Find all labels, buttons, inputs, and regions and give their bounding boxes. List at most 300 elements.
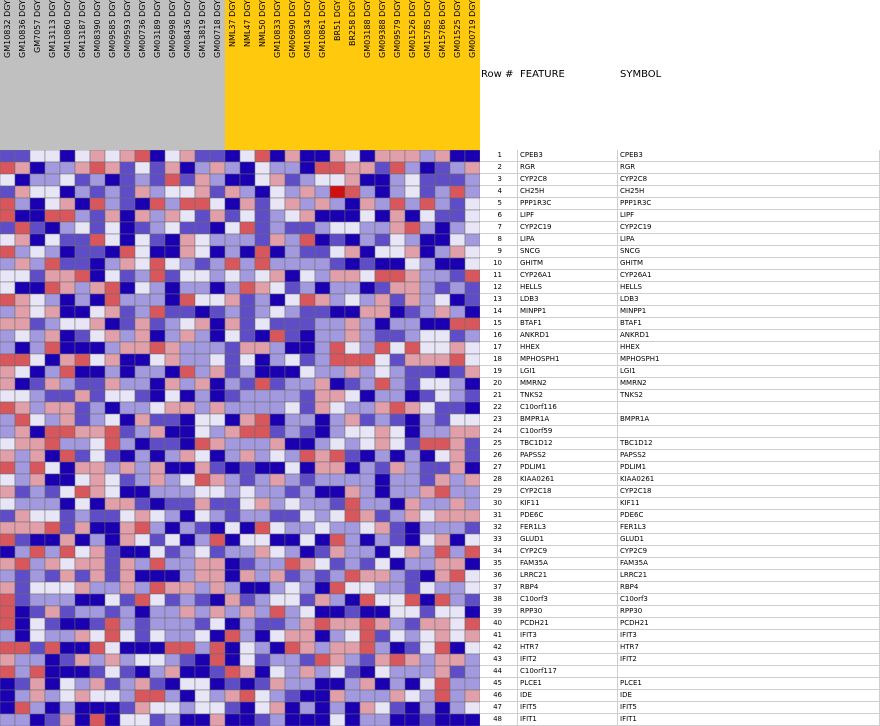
heatmap-cell xyxy=(405,570,420,582)
feature-cell: C10orf117 xyxy=(520,667,557,675)
table-row xyxy=(480,174,879,186)
heatmap-cell xyxy=(30,330,45,342)
heatmap-cell xyxy=(0,606,15,618)
heatmap-cell xyxy=(210,546,225,558)
heatmap-cell xyxy=(165,450,180,462)
heatmap-cell xyxy=(255,594,270,606)
row-number: 14 xyxy=(493,307,502,315)
heatmap-cell xyxy=(135,462,150,474)
heatmap-cell xyxy=(45,270,60,282)
heatmap-cell xyxy=(60,378,75,390)
heatmap-cell xyxy=(90,222,105,234)
heatmap-cell xyxy=(195,258,210,270)
heatmap-cell xyxy=(300,606,315,618)
heatmap-cell xyxy=(165,174,180,186)
heatmap-cell xyxy=(45,630,60,642)
heatmap-cell xyxy=(150,354,165,366)
heatmap-cell xyxy=(210,402,225,414)
heatmap-cell xyxy=(210,198,225,210)
symbol-cell: GLUD1 xyxy=(620,535,644,543)
heatmap-cell xyxy=(120,174,135,186)
heatmap-cell xyxy=(270,186,285,198)
heatmap-cell xyxy=(285,582,300,594)
heatmap-cell xyxy=(180,486,195,498)
heatmap-cell xyxy=(405,318,420,330)
heatmap-cell xyxy=(135,558,150,570)
table-row xyxy=(480,450,879,462)
heatmap-cell xyxy=(30,366,45,378)
heatmap-cell xyxy=(75,606,90,618)
heatmap-cell xyxy=(345,642,360,654)
heatmap-cell xyxy=(405,234,420,246)
heatmap-cell xyxy=(225,378,240,390)
heatmap-cell xyxy=(0,510,15,522)
heatmap-cell xyxy=(330,390,345,402)
heatmap-cell xyxy=(105,174,120,186)
heatmap-cell xyxy=(435,186,450,198)
heatmap-cell xyxy=(150,522,165,534)
heatmap-cell xyxy=(180,426,195,438)
heatmap-cell xyxy=(420,666,435,678)
heatmap-cell xyxy=(45,222,60,234)
heatmap-cell xyxy=(135,606,150,618)
heatmap-cell xyxy=(180,318,195,330)
heatmap-cell xyxy=(405,558,420,570)
heatmap-cell xyxy=(0,618,15,630)
heatmap-cell xyxy=(375,198,390,210)
heatmap-cell xyxy=(360,570,375,582)
heatmap-cell xyxy=(270,258,285,270)
heatmap-cell xyxy=(165,390,180,402)
heatmap-cell xyxy=(435,642,450,654)
symbol-cell: HHEX xyxy=(620,343,640,351)
heatmap-cell xyxy=(285,402,300,414)
heatmap-cell xyxy=(450,570,465,582)
heatmap-cell xyxy=(285,366,300,378)
heatmap-cell xyxy=(180,162,195,174)
feature-cell: PDLIM1 xyxy=(520,463,547,471)
heatmap-cell xyxy=(60,246,75,258)
heatmap-cell xyxy=(345,570,360,582)
heatmap-cell xyxy=(315,702,330,714)
heatmap-cell xyxy=(135,330,150,342)
heatmap-cell xyxy=(390,162,405,174)
symbol-cell: ANKRD1 xyxy=(620,331,650,339)
heatmap-cell xyxy=(345,186,360,198)
heatmap-cell xyxy=(15,498,30,510)
heatmap-cell xyxy=(120,462,135,474)
heatmap-cell xyxy=(285,570,300,582)
row-number: 24 xyxy=(493,427,502,435)
heatmap-cell xyxy=(0,150,15,162)
heatmap-cell xyxy=(450,618,465,630)
heatmap-cell xyxy=(300,186,315,198)
symbol-cell: LIPA xyxy=(620,235,635,243)
heatmap-cell xyxy=(135,678,150,690)
heatmap-cell xyxy=(315,294,330,306)
symbol-cell: CPEB3 xyxy=(620,151,643,159)
heatmap-cell xyxy=(270,390,285,402)
heatmap-cell xyxy=(255,438,270,450)
heatmap-cell xyxy=(60,150,75,162)
table-row xyxy=(480,378,879,390)
feature-cell: IDE xyxy=(520,691,532,699)
heatmap-cell xyxy=(195,390,210,402)
heatmap-cell xyxy=(150,222,165,234)
heatmap-cell xyxy=(255,222,270,234)
heatmap-cell xyxy=(15,594,30,606)
heatmap-cell xyxy=(90,618,105,630)
symbol-cell: CH25H xyxy=(620,187,645,195)
heatmap-cell xyxy=(285,690,300,702)
heatmap-cell xyxy=(165,246,180,258)
heatmap-cell xyxy=(225,474,240,486)
heatmap-cell xyxy=(225,186,240,198)
heatmap-cell xyxy=(255,522,270,534)
heatmap-cell xyxy=(60,702,75,714)
heatmap-cell xyxy=(360,174,375,186)
heatmap-cell xyxy=(150,426,165,438)
heatmap-cell xyxy=(165,402,180,414)
heatmap-cell xyxy=(255,366,270,378)
heatmap-cell xyxy=(300,354,315,366)
heatmap-cell xyxy=(240,666,255,678)
heatmap-cell xyxy=(345,606,360,618)
column-label: GM13187 DGY xyxy=(78,0,87,58)
table-row xyxy=(480,282,879,294)
heatmap-cell xyxy=(360,582,375,594)
heatmap-cell xyxy=(75,174,90,186)
heatmap-cell xyxy=(75,150,90,162)
heatmap-cell xyxy=(450,690,465,702)
heatmap-cell xyxy=(465,294,480,306)
feature-cell: IFIT5 xyxy=(520,703,537,711)
heatmap-cell xyxy=(30,426,45,438)
heatmap-cell xyxy=(15,558,30,570)
heatmap-cell xyxy=(375,594,390,606)
heatmap-cell xyxy=(0,558,15,570)
table-row xyxy=(480,210,879,222)
heatmap-cell xyxy=(225,294,240,306)
heatmap-cell xyxy=(450,462,465,474)
heatmap-cell xyxy=(165,618,180,630)
heatmap-cell xyxy=(360,690,375,702)
heatmap-cell xyxy=(195,150,210,162)
heatmap-cell xyxy=(60,618,75,630)
heatmap-cell xyxy=(300,162,315,174)
heatmap-cell xyxy=(105,582,120,594)
heatmap-cell xyxy=(300,426,315,438)
heatmap-cell xyxy=(210,630,225,642)
row-number: 18 xyxy=(493,355,502,363)
heatmap-cell xyxy=(105,570,120,582)
heatmap-cell xyxy=(330,534,345,546)
heatmap-cell xyxy=(465,678,480,690)
heatmap-cell xyxy=(375,642,390,654)
heatmap-cell xyxy=(120,210,135,222)
symbol-cell: LDB3 xyxy=(620,295,639,303)
heatmap-cell xyxy=(375,402,390,414)
heatmap-cell xyxy=(90,582,105,594)
heatmap-cell xyxy=(165,522,180,534)
heatmap-cell xyxy=(360,666,375,678)
heatmap-cell xyxy=(45,318,60,330)
heatmap-cell xyxy=(30,282,45,294)
heatmap-cell xyxy=(135,378,150,390)
heatmap-cell xyxy=(195,642,210,654)
heatmap-cell xyxy=(255,246,270,258)
heatmap-cell xyxy=(315,222,330,234)
symbol-cell: GHITM xyxy=(620,259,644,267)
feature-cell: HTR7 xyxy=(520,643,539,651)
heatmap-cell xyxy=(45,678,60,690)
heatmap-cell xyxy=(255,582,270,594)
heatmap-cell xyxy=(105,210,120,222)
heatmap-cell xyxy=(435,714,450,726)
heatmap-cell xyxy=(450,282,465,294)
heatmap-cell xyxy=(180,330,195,342)
heatmap-cell xyxy=(75,210,90,222)
heatmap-cell xyxy=(60,234,75,246)
heatmap-cell xyxy=(420,270,435,282)
heatmap-cell xyxy=(120,150,135,162)
heatmap-cell xyxy=(255,642,270,654)
heatmap-cell xyxy=(120,198,135,210)
heatmap-cell xyxy=(120,450,135,462)
heatmap-cell xyxy=(375,270,390,282)
heatmap-cell xyxy=(225,258,240,270)
heatmap-cell xyxy=(180,450,195,462)
heatmap-cell xyxy=(210,150,225,162)
heatmap-cell xyxy=(390,366,405,378)
heatmap-cell xyxy=(210,534,225,546)
heatmap-cell xyxy=(240,378,255,390)
heatmap-cell xyxy=(225,534,240,546)
heatmap-cell xyxy=(270,606,285,618)
heatmap-cell xyxy=(450,174,465,186)
heatmap-cell xyxy=(105,498,120,510)
heatmap-cell xyxy=(285,222,300,234)
symbol-cell: IFIT3 xyxy=(620,631,637,639)
heatmap-cell xyxy=(420,210,435,222)
heatmap-cell xyxy=(210,702,225,714)
column-label: GM03188 DGY xyxy=(363,0,372,58)
heatmap-cell xyxy=(60,450,75,462)
feature-cell: KIAA0261 xyxy=(520,475,555,483)
heatmap-cell xyxy=(435,270,450,282)
heatmap-cell xyxy=(195,234,210,246)
heatmap-cell xyxy=(60,174,75,186)
heatmap-cell xyxy=(270,378,285,390)
column-label: GM10836 DGY xyxy=(18,0,27,58)
heatmap-cell xyxy=(255,534,270,546)
heatmap-cell xyxy=(345,354,360,366)
heatmap-cell xyxy=(150,378,165,390)
heatmap-cell xyxy=(390,210,405,222)
heatmap-cell xyxy=(405,294,420,306)
heatmap-cell xyxy=(210,690,225,702)
heatmap-cell xyxy=(315,174,330,186)
row-number: 35 xyxy=(493,559,502,567)
heatmap-cell xyxy=(150,498,165,510)
heatmap-cell xyxy=(0,486,15,498)
heatmap-cell xyxy=(150,246,165,258)
heatmap-cell xyxy=(255,618,270,630)
heatmap-cell xyxy=(105,330,120,342)
heatmap-cell xyxy=(135,354,150,366)
heatmap-cell xyxy=(0,702,15,714)
heatmap-cell xyxy=(375,618,390,630)
heatmap-cell xyxy=(285,546,300,558)
heatmap-cell xyxy=(315,546,330,558)
table-row xyxy=(480,426,879,438)
symbol-cell: CYP2C9 xyxy=(620,547,648,555)
heatmap-cell xyxy=(330,150,345,162)
heatmap-cell xyxy=(135,294,150,306)
heatmap-cell xyxy=(0,570,15,582)
heatmap-cell xyxy=(330,414,345,426)
heatmap-cell xyxy=(105,486,120,498)
heatmap-cell xyxy=(15,462,30,474)
heatmap-cell xyxy=(300,594,315,606)
heatmap-cell xyxy=(120,330,135,342)
heatmap-cell xyxy=(60,414,75,426)
heatmap-cell xyxy=(405,714,420,726)
symbol-cell: TNKS2 xyxy=(620,391,643,399)
heatmap-cell xyxy=(315,450,330,462)
heatmap-cell xyxy=(60,222,75,234)
heatmap-cell xyxy=(225,270,240,282)
heatmap-cell xyxy=(240,330,255,342)
heatmap-cell xyxy=(285,246,300,258)
heatmap-cell xyxy=(165,474,180,486)
heatmap-cell xyxy=(405,498,420,510)
heatmap-cell xyxy=(150,714,165,726)
symbol-cell: CYP2C18 xyxy=(620,487,652,495)
heatmap-cell xyxy=(90,174,105,186)
heatmap-cell xyxy=(45,450,60,462)
feature-cell: IFIT1 xyxy=(520,715,537,723)
heatmap-cell xyxy=(465,582,480,594)
column-label: GM09579 DGY xyxy=(393,0,402,58)
heatmap-cell xyxy=(210,294,225,306)
heatmap-cell xyxy=(195,198,210,210)
heatmap-cell xyxy=(165,282,180,294)
heatmap-cell xyxy=(390,534,405,546)
table-row xyxy=(480,642,879,654)
heatmap-cell xyxy=(180,306,195,318)
heatmap-cell xyxy=(375,330,390,342)
symbol-cell: IFIT5 xyxy=(620,703,637,711)
feature-cell: TBC1D12 xyxy=(520,439,553,447)
heatmap-cell xyxy=(15,714,30,726)
heatmap-cell xyxy=(195,282,210,294)
heatmap-cell xyxy=(30,594,45,606)
heatmap-cell xyxy=(90,246,105,258)
heatmap-cell xyxy=(360,534,375,546)
heatmap-cell xyxy=(330,270,345,282)
heatmap-cell xyxy=(165,234,180,246)
table-row xyxy=(480,354,879,366)
heatmap-cell xyxy=(0,582,15,594)
heatmap-cell xyxy=(0,690,15,702)
heatmap-cell xyxy=(45,534,60,546)
heatmap-cell xyxy=(135,522,150,534)
heatmap-cell xyxy=(75,570,90,582)
heatmap-cell xyxy=(255,702,270,714)
column-label: GM13113 DGY xyxy=(48,0,57,58)
heatmap-cell xyxy=(450,186,465,198)
heatmap-cell xyxy=(240,402,255,414)
heatmap-cell xyxy=(45,594,60,606)
table-row xyxy=(480,366,879,378)
heatmap-cell xyxy=(15,282,30,294)
heatmap-cell xyxy=(0,330,15,342)
heatmap-cell xyxy=(120,582,135,594)
heatmap-cell xyxy=(105,390,120,402)
heatmap-cell xyxy=(90,690,105,702)
heatmap-cell xyxy=(120,438,135,450)
heatmap-cell xyxy=(180,702,195,714)
heatmap-cell xyxy=(450,426,465,438)
heatmap-cell xyxy=(285,390,300,402)
heatmap-cell xyxy=(195,702,210,714)
heatmap-cell xyxy=(195,306,210,318)
heatmap-cell xyxy=(240,462,255,474)
heatmap-cell xyxy=(420,558,435,570)
heatmap-cell xyxy=(270,318,285,330)
heatmap-cell xyxy=(165,150,180,162)
heatmap-cell xyxy=(0,222,15,234)
heatmap-cell xyxy=(180,342,195,354)
symbol-cell: IFIT2 xyxy=(620,655,637,663)
heatmap-cell xyxy=(240,630,255,642)
heatmap-cell xyxy=(390,414,405,426)
heatmap-cell xyxy=(135,222,150,234)
heatmap-cell xyxy=(135,594,150,606)
heatmap-cell xyxy=(375,294,390,306)
heatmap-cell xyxy=(210,438,225,450)
heatmap-cell xyxy=(285,150,300,162)
heatmap-cell xyxy=(435,198,450,210)
heatmap-cell xyxy=(360,150,375,162)
heatmap-cell xyxy=(105,534,120,546)
heatmap-cell xyxy=(135,150,150,162)
heatmap-cell xyxy=(270,618,285,630)
heatmap-cell xyxy=(0,162,15,174)
heatmap-cell xyxy=(420,606,435,618)
symbol-cell: KIF11 xyxy=(620,499,640,507)
heatmap-cell xyxy=(75,354,90,366)
feature-cell: GHITM xyxy=(520,259,544,267)
heatmap-cell xyxy=(150,270,165,282)
heatmap-cell xyxy=(120,390,135,402)
row-number: 40 xyxy=(493,619,502,627)
heatmap-cell xyxy=(210,618,225,630)
heatmap-cell xyxy=(0,450,15,462)
heatmap-cell xyxy=(135,426,150,438)
heatmap-cell xyxy=(60,282,75,294)
heatmap-cell xyxy=(150,486,165,498)
heatmap-cell xyxy=(15,378,30,390)
heatmap-cell xyxy=(270,594,285,606)
table-row xyxy=(480,330,879,342)
row-number: 4 xyxy=(497,187,502,195)
heatmap-cell xyxy=(90,642,105,654)
heatmap-cell xyxy=(105,282,120,294)
heatmap-cell xyxy=(30,414,45,426)
heatmap-cell xyxy=(300,678,315,690)
